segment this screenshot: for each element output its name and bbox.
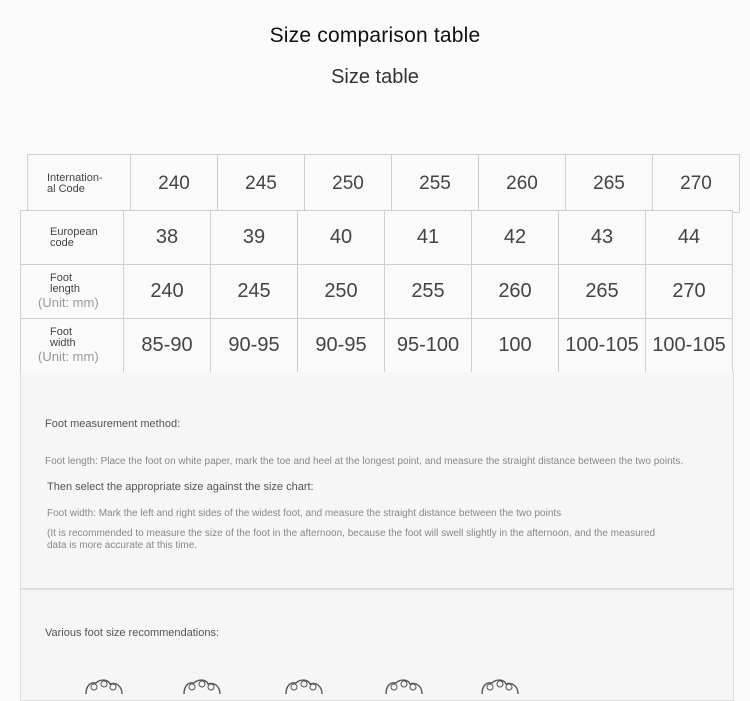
european-cell: 40 — [298, 211, 385, 265]
foot-width-label: Foot width — [50, 326, 76, 349]
footprint-icon — [282, 678, 326, 694]
footprint-row — [60, 678, 560, 698]
european-cell: 43 — [559, 211, 646, 265]
footprint-icon — [382, 678, 426, 694]
foot-length-cell: 260 — [472, 265, 559, 319]
foot-length-cell: 240 — [124, 265, 211, 319]
table-row — [28, 155, 740, 213]
table-row — [21, 265, 733, 319]
row-header-international — [28, 155, 131, 213]
foot-length-cell: 250 — [298, 265, 385, 319]
foot-length-cell: 245 — [211, 265, 298, 319]
foot-width-cell: 100-105 — [559, 319, 646, 373]
international-code-table — [27, 154, 740, 213]
international-cell: 265 — [566, 155, 653, 213]
international-cell: 240 — [131, 155, 218, 213]
foot-length-unit: (Unit: mm) — [38, 295, 99, 310]
table-row — [21, 211, 733, 265]
international-cell: 255 — [392, 155, 479, 213]
recommendations-heading: Various foot size recommendations: — [45, 627, 220, 639]
row-header-foot-length — [21, 265, 124, 319]
measurement-note-line2: data is more accurate at this time. — [47, 540, 198, 551]
international-cell: 270 — [653, 155, 740, 213]
foot-width-cell: 90-95 — [298, 319, 385, 373]
foot-width-unit: (Unit: mm) — [38, 349, 99, 364]
european-label: European code — [50, 225, 98, 249]
foot-width-cell: 85-90 — [124, 319, 211, 373]
row-header-foot-width — [21, 319, 124, 373]
method-heading: Foot measurement method: — [45, 418, 181, 430]
size-table — [20, 210, 733, 373]
european-cell: 42 — [472, 211, 559, 265]
foot-width-cell: 100-105 — [646, 319, 733, 373]
page-subtitle: Size table — [331, 66, 419, 88]
international-cell: 260 — [479, 155, 566, 213]
european-cell: 44 — [646, 211, 733, 265]
row-header-european — [21, 211, 124, 265]
measurement-note-line1: (It is recommended to measure the size of the foot in the afternoon, because the foot will swell slightly in the afternoon, and the measured — [47, 528, 656, 539]
foot-length-label: Foot length — [50, 272, 80, 295]
european-cell: 39 — [211, 211, 298, 265]
page-title: Size comparison table — [269, 24, 481, 47]
international-label: Internation- al Code — [47, 171, 103, 195]
foot-width-instruction: Foot width: Mark the left and right sides of the widest foot, and measure the straight distance between the two points — [47, 508, 562, 519]
measurement-method-panel — [20, 372, 734, 589]
european-cell: 38 — [124, 211, 211, 265]
table-row — [21, 319, 733, 373]
foot-length-cell: 255 — [385, 265, 472, 319]
foot-width-cell: 90-95 — [211, 319, 298, 373]
footprint-icon — [478, 678, 522, 694]
foot-length-cell: 265 — [559, 265, 646, 319]
international-cell: 245 — [218, 155, 305, 213]
footprint-icon — [82, 678, 126, 694]
international-cell: 250 — [305, 155, 392, 213]
size-chart-instruction: Then select the appropriate size against the size chart: — [47, 481, 314, 493]
foot-width-cell: 95-100 — [385, 319, 472, 373]
european-cell: 41 — [385, 211, 472, 265]
footprint-icon — [180, 678, 224, 694]
foot-length-instruction: Foot length: Place the foot on white paper, mark the toe and heel at the longest point, and measure the straight distance between the two points. — [45, 456, 684, 467]
foot-length-cell: 270 — [646, 265, 733, 319]
foot-width-cell: 100 — [472, 319, 559, 373]
